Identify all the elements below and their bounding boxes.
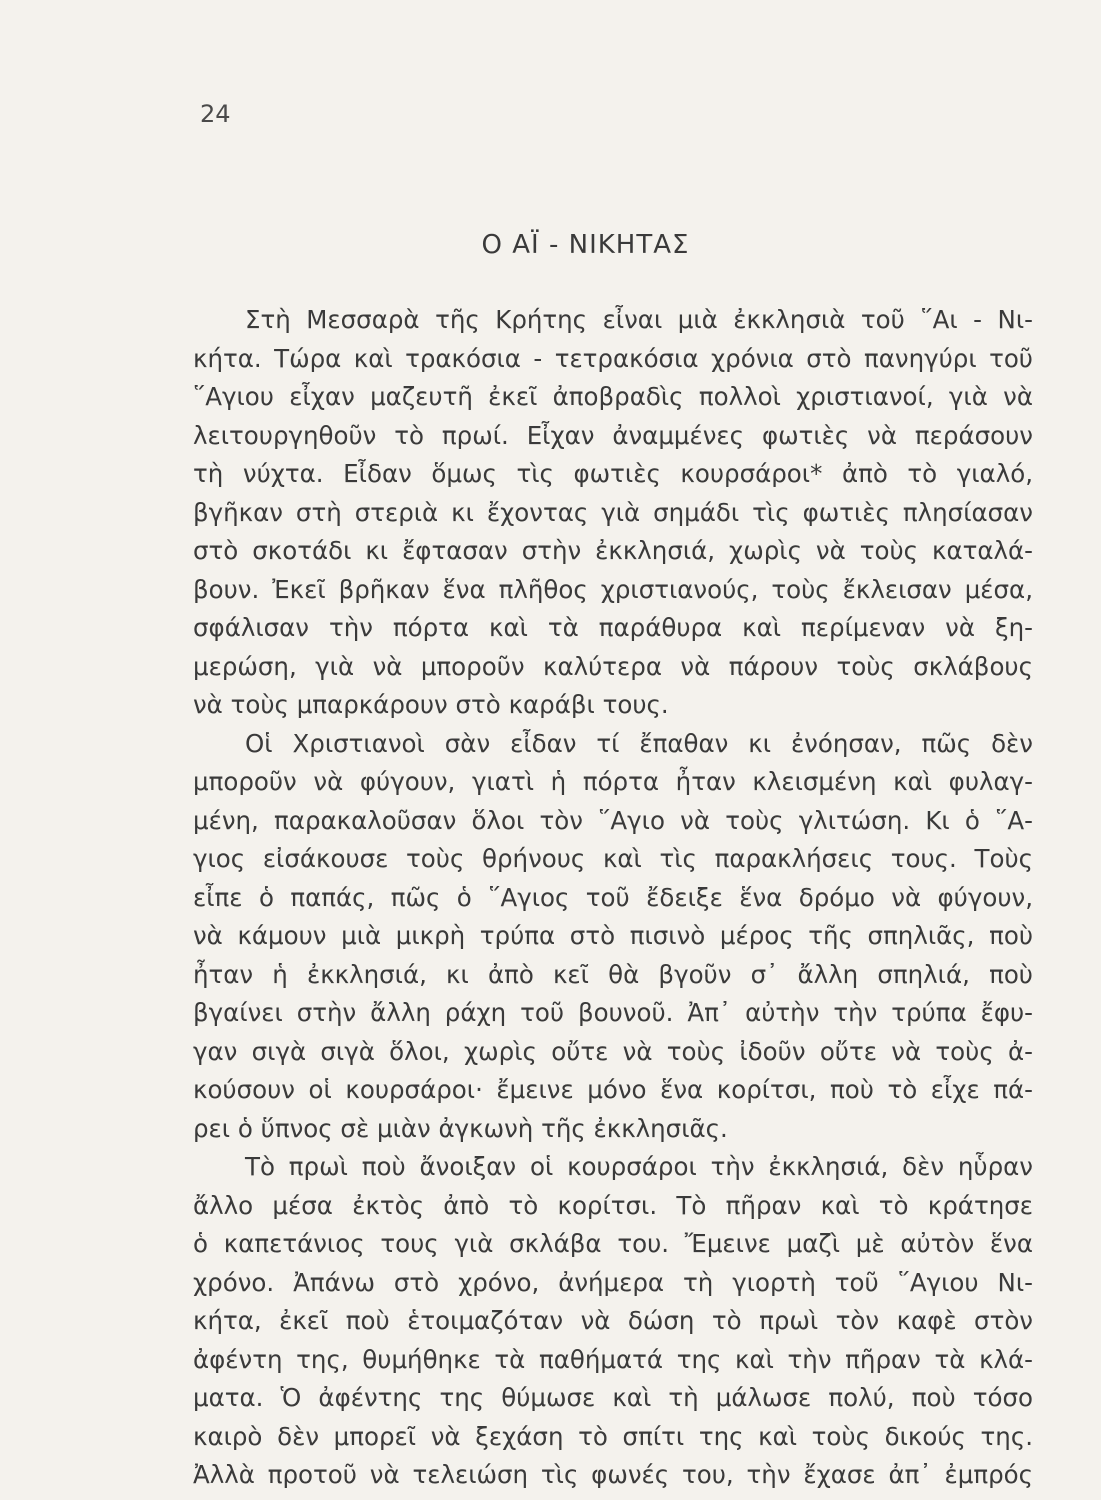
text-line: νὰ κάμουν μιὰ μικρὴ τρύπα στὸ πισινὸ μέρος τῆς σπηλιᾶς, ποὺ bbox=[193, 921, 1033, 950]
text-line: ῞Αγιου εἶχαν μαζευτῆ ἐκεῖ ἀποβραδὶς πολλοὶ χριστιανοί, γιὰ νὰ bbox=[193, 382, 1033, 411]
text-line: βουν. Ἐκεῖ βρῆκαν ἕνα πλῆθος χριστιανούς, τοὺς ἔκλεισαν μέσα, bbox=[193, 574, 1033, 604]
text-line: Οἱ Χριστιανοὶ σὰν εἶδαν τί ἔπαθαν κι ἐνόησαν, πῶς δὲν bbox=[245, 728, 1033, 758]
text-line: τὴ νύχτα. Εἶδαν ὅμως τὶς φωτιὲς κουρσάροι* ἀπὸ τὸ γιαλό, bbox=[193, 459, 1033, 488]
text-line: ἀφέντη της, θυμήθηκε τὰ παθήματά της καὶ τὴν πῆραν τὰ κλά- bbox=[193, 1344, 1033, 1374]
text-line: ἦταν ἡ ἐκκλησιά, κι ἀπὸ κεῖ θὰ βγοῦν σ᾿ ἄλλη σπηλιά, ποὺ bbox=[193, 959, 1033, 989]
text-line: καιρὸ δὲν μπορεῖ νὰ ξεχάση τὸ σπίτι της καὶ τοὺς δικούς της. bbox=[193, 1421, 1033, 1451]
text-line: Στὴ Μεσσαρὰ τῆς Κρήτης εἶναι μιὰ ἐκκλησιὰ τοῦ ῞Αι - Νι- bbox=[245, 305, 1033, 334]
text-line: Ἀλλὰ προτοῦ νὰ τελειώση τὶς φωνές του, τὴν ἔχασε ἀπ᾿ ἐμπρός bbox=[193, 1460, 1033, 1489]
text-line: βγῆκαν στὴ στεριὰ κι ἔχοντας γιὰ σημάδι τὶς φωτιὲς πλησίασαν bbox=[193, 497, 1033, 527]
text-line: νὰ τοὺς μπαρκάρουν στὸ καράβι τους. bbox=[193, 690, 669, 719]
text-line: σφάλισαν τὴν πόρτα καὶ τὰ παράθυρα καὶ περίμεναν νὰ ξη- bbox=[193, 613, 1033, 642]
text-line: χρόνο. Ἀπάνω στὸ χρόνο, ἀνήμερα τὴ γιορτὴ τοῦ ῞Αγιου Νι- bbox=[193, 1267, 1033, 1297]
text-line: λειτουργηθοῦν τὸ πρωί. Εἶχαν ἀναμμένες φωτιὲς νὰ περάσουν bbox=[193, 420, 1033, 450]
text-line: μένη, παρακαλοῦσαν ὅλοι τὸν ῞Αγιο νὰ τοὺς γλιτώση. Κι ὁ ῞Α- bbox=[193, 805, 1033, 835]
text-line: εἶπε ὁ παπάς, πῶς ὁ ῞Αγιος τοῦ ἔδειξε ἕνα δρόμο νὰ φύγουν, bbox=[193, 882, 1033, 912]
text-line: γαν σιγὰ σιγὰ ὅλοι, χωρὶς οὔτε νὰ τοὺς ἰδοῦν οὔτε νὰ τοὺς ἀ- bbox=[193, 1036, 1033, 1066]
text-line: κήτα, ἐκεῖ ποὺ ἑτοιμαζόταν νὰ δώση τὸ πρωὶ τὸν καφὲ στὸν bbox=[193, 1306, 1033, 1335]
body-text bbox=[193, 301, 1033, 1495]
text-line: ρει ὁ ὕπνος σὲ μιὰν ἀγκωνὴ τῆς ἐκκλησιᾶς. bbox=[193, 1113, 728, 1143]
text-line: ματα. Ὁ ἀφέντης της θύμωσε καὶ τὴ μάλωσε πολύ, ποὺ τόσο bbox=[193, 1383, 1033, 1412]
text-line: κήτα. Τώρα καὶ τρακόσια - τετρακόσια χρόνια στὸ πανηγύρι τοῦ bbox=[193, 343, 1033, 373]
text-line: Τὸ πρωὶ ποὺ ἄνοιξαν οἱ κουρσάροι τὴν ἐκκλησιά, δὲν ηὗραν bbox=[245, 1152, 1033, 1181]
page-number: 24 bbox=[200, 100, 231, 128]
text-line: γιος εἰσάκουσε τοὺς θρήνους καὶ τὶς παρακλήσεις τους. Τοὺς bbox=[193, 844, 1033, 873]
text-line: μερώση, γιὰ νὰ μποροῦν καλύτερα νὰ πάρουν τοὺς σκλάβους bbox=[193, 651, 1033, 681]
text-line: ὁ καπετάνιος τους γιὰ σκλάβα του. Ἔμεινε μαζὶ μὲ αὐτὸν ἕνα bbox=[193, 1229, 1033, 1258]
text-line: μποροῦν νὰ φύγουν, γιατὶ ἡ πόρτα ἦταν κλεισμένη καὶ φυλαγ- bbox=[193, 767, 1033, 796]
text-line: βγαίνει στὴν ἄλλη ράχη τοῦ βουνοῦ. Ἀπ᾿ αὐτὴν τὴν τρύπα ἔφυ- bbox=[193, 998, 1033, 1027]
text-line: στὸ σκοτάδι κι ἔφτασαν στὴν ἐκκλησιά, χωρὶς νὰ τοὺς καταλά- bbox=[193, 536, 1033, 565]
text-line: ἄλλο μέσα ἐκτὸς ἀπὸ τὸ κορίτσι. Τὸ πῆραν καὶ τὸ κράτησε bbox=[193, 1190, 1033, 1220]
text-line: κούσουν οἱ κουρσάροι· ἔμεινε μόνο ἕνα κορίτσι, ποὺ τὸ εἶχε πά- bbox=[193, 1075, 1033, 1104]
chapter-title: Ο ΑΪ - ΝΙΚΗΤΑΣ bbox=[481, 230, 690, 260]
